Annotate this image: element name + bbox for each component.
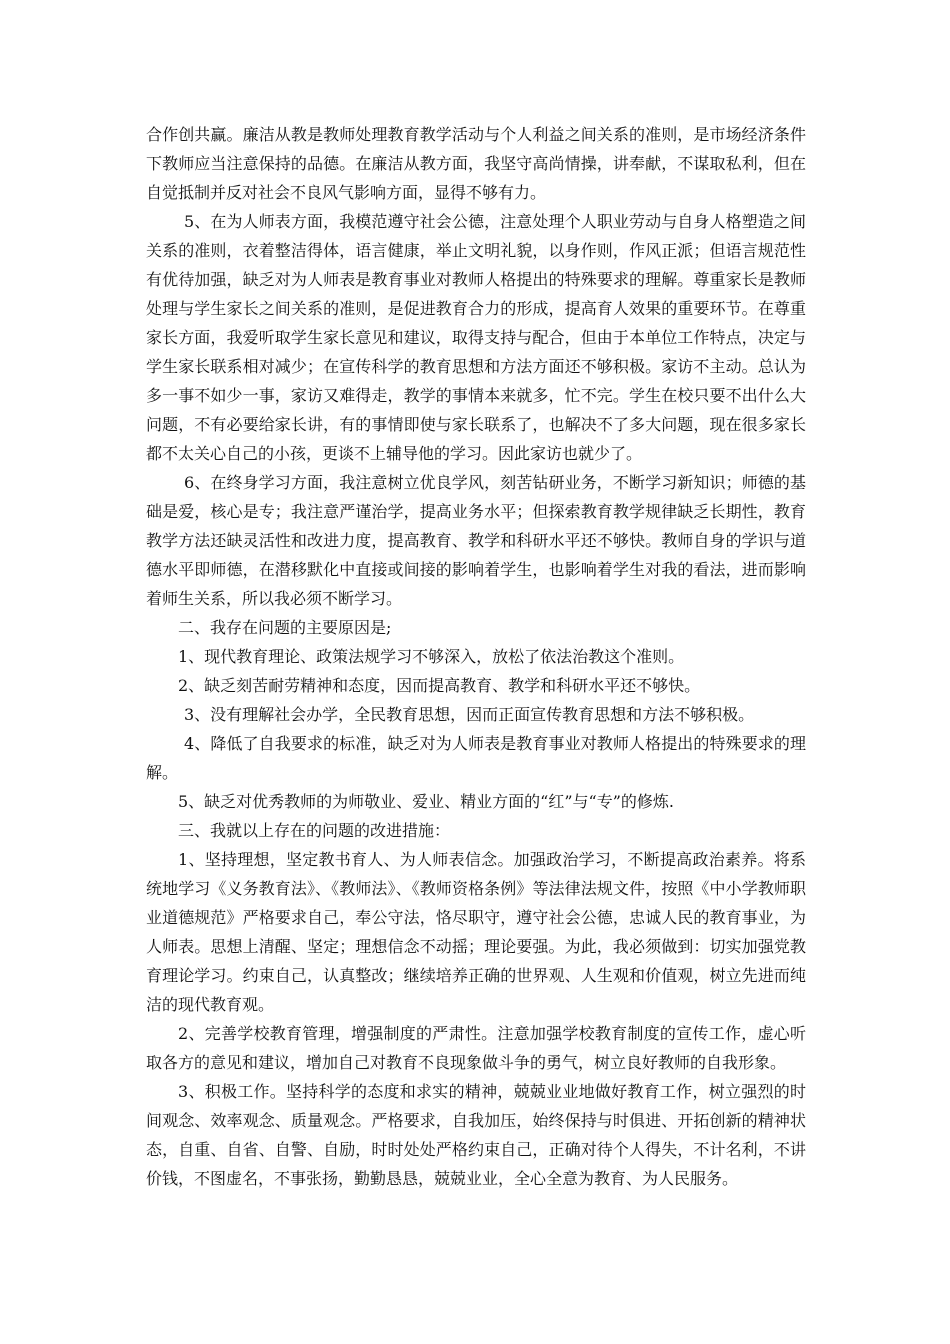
section-heading-causes: 二、我存在问题的主要原因是; — [178, 618, 392, 637]
section-heading-measures: 三、我就以上存在的问题的改进措施： — [178, 821, 451, 840]
paragraph-integrity: 合作创共赢。廉洁从教是教师处理教育教学活动与个人利益之间关系的准则，是市场经济条件下教师应当注意保持的品德。在廉洁从教方面，我坚守高尚情操，讲奉献，不谋取私利，但在自觉抵制并反对社会不良风气影响方面，显得不够有力。 — [146, 125, 806, 202]
measure-item-2: 2、完善学校教育管理，增强制度的严肃性。注意加强学校教育制度的宣传工作，虚心听取各方的意见和建议，增加自己对教育不良现象做斗争的勇气，树立良好教师的自我形象。 — [146, 1024, 806, 1072]
cause-item-3: 3、没有理解社会办学，全民教育思想，因而正面宣传教育思想和方法不够积极。 — [184, 705, 755, 724]
paragraph-item-5-role-model: 5、在为人师表方面，我模范遵守社会公德，注意处理个人职业劳动与自身人格塑造之间关系的准则，衣着整洁得体，语言健康，举止文明礼貌，以身作则，作风正派；但语言规范性有优待加强，缺乏对为人师表是教育事业对教师人格提出的特殊要求的理解。尊重家长是教师处理与学生家长之间关系的准则，是促进教育合力的形成，提高育人效果的重要环节。在尊重家长方面，我爱听取学生家长意见和建议，取得支持与配合，但由于本单位工作特点，决定与学生家长联系相对减少；在宣传科学的教育思想和方法方面还不够积极。家访不主动。总认为多一事不如少一事，家访又难得走，教学的事情本来就多，忙不完。学生在校只要不出什么大问题，不有必要给家长讲，有的事情即使与家长联系了，也解决不了多大问题，现在很多家长都不太关心自己的小孩，更谈不上辅导他的学习。因此家访也就少了。 — [146, 212, 806, 463]
cause-item-1: 1、现代教育理论、政策法规学习不够深入，放松了依法治教这个准则。 — [178, 647, 685, 666]
measure-item-3: 3、积极工作。坚持科学的态度和求实的精神，兢兢业业地做好教育工作，树立强烈的时间观念、效率观念、质量观念。严格要求，自我加压，始终保持与时俱进、开拓创新的精神状态，自重、自省、自警、自励，时时处处严格约束自己，正确对待个人得失，不计名利，不讲价钱，不图虚名，不事张扬，勤勤恳恳，兢兢业业，全心全意为教育、为人民服务。 — [146, 1082, 806, 1188]
paragraph-item-6-lifelong-learning: 6、在终身学习方面，我注意树立优良学风，刻苦钻研业务，不断学习新知识；师德的基础是爱，核心是专；我注意严谨治学，提高业务水平；但探索教育教学规律缺乏长期性，教育教学方法还缺灵活性和改进力度，提高教育、教学和科研水平还不够快。教师自身的学识与道德水平即师德，在潜移默化中直接或间接的影响着学生，也影响着学生对我的看法，进而影响着师生关系，所以我必须不断学习。 — [146, 473, 806, 608]
cause-item-4: 4、降低了自我要求的标准，缺乏对为人师表是教育事业对教师人格提出的特殊要求的理解。 — [146, 734, 806, 782]
cause-item-2: 2、缺乏刻苦耐劳精神和态度，因而提高教育、教学和科研水平还不够快。 — [178, 676, 701, 695]
document-body — [146, 120, 806, 1193]
measure-item-1: 1、坚持理想，坚定教书育人、为人师表信念。加强政治学习，不断提高政治素养。将系统地学习《义务教育法》、《教师法》、《教师资格条例》等法律法规文件，按照《中小学教师职业道德规范》严格要求自己，奉公守法，恪尽职守，遵守社会公德，忠诚人民的教育事业，为人师表。思想上清醒、坚定；理想信念不动摇；理论要强。为此，我必须做到：切实加强党教育理论学习。约束自己，认真整改；继续培养正确的世界观、人生观和价值观，树立先进而纯洁的现代教育观。 — [146, 850, 806, 1014]
cause-item-5: 5、缺乏对优秀教师的为师敬业、爱业、精业方面的“红”与“专”的修炼. — [178, 792, 674, 811]
